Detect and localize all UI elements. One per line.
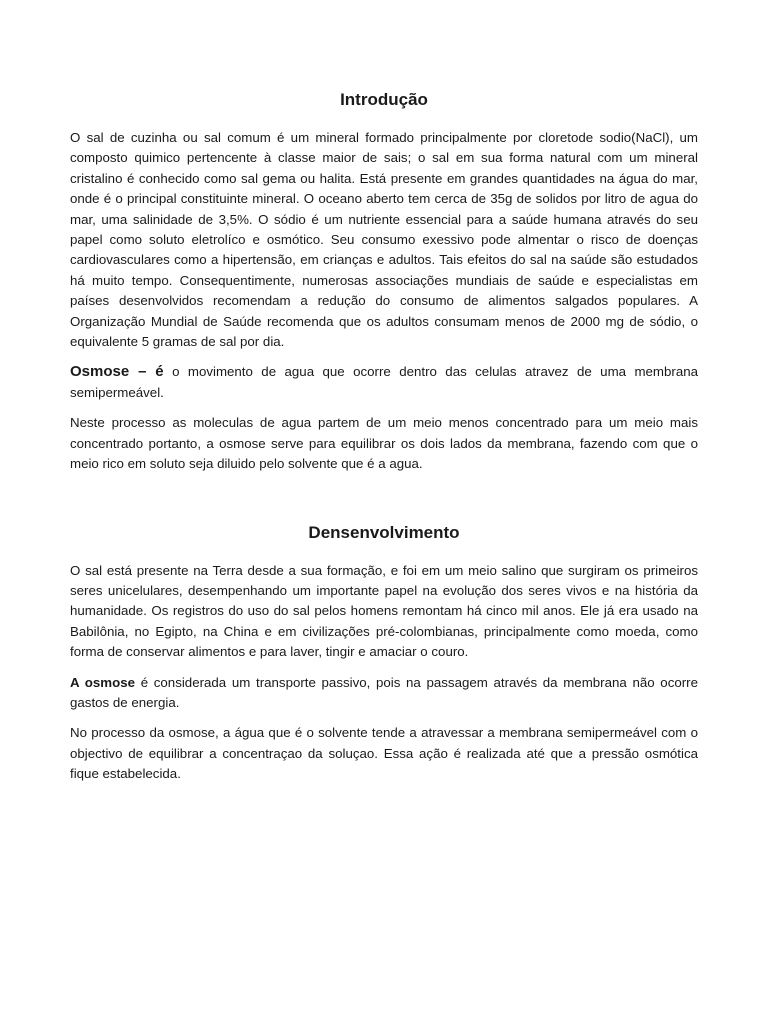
term-osmose: Osmose – é bbox=[70, 363, 164, 381]
section-heading-desenvolvimento: Densenvolvimento bbox=[308, 522, 460, 542]
paragraph-osmose-process: Neste processo as moleculas de agua partem de um meio menos concentrado para um meio mais concentrado portanto, a osmose serve para equilibrar os dois lados da membrana, fazendo com que o meio rico em soluto seja diluido pelo solvente que é a agua. bbox=[70, 415, 698, 472]
paragraph-osmose-passive-text: é considerada um transporte passivo, pois na passagem através da membrana não ocorre gastos de energia. bbox=[70, 674, 698, 710]
section-heading-introducao: Introdução bbox=[340, 90, 428, 109]
document-page bbox=[70, 86, 698, 795]
paragraph-osmose-definition-text: o movimento de agua que ocorre dentro das celulas atravez de uma membrana semipermeável. bbox=[70, 364, 699, 400]
paragraph-osmose-definition bbox=[70, 362, 698, 403]
term-a-osmose: A osmose bbox=[70, 674, 136, 690]
paragraph-osmose-solvent: No processo da osmose, a água que é o solvente tende a atravessar a membrana semipermeável com o objectivo de equilibrar a concentraçao da soluçao. Essa ação é realizada até que a pressão osmótica fique estabelecida. bbox=[70, 725, 698, 782]
paragraph-sal-intro: O sal de cuzinha ou sal comum é um mineral formado principalmente por cloretode sodio(NaCl), um composto quimico pertencente à classe maior de sais; o sal em sua forma natural com um mineral cristalino é conhecido como sal gema ou halita. Está presente em grandes quantidades na água do mar, onde é o principal constituinte mineral. O oceano aberto tem cerca de 35g de solidos por litro de agua do mar, uma salinidade de 3,5%. O sódio é um nutriente essencial para a saúde humana através do seu papel como soluto eletrolíco e osmótico. Seu consumo exessivo pode almentar o risco de doenças cardiovasculares como a hipertensão, em crianças e adultos. Tais efeitos do sal na saúde são estudados há muito tempo. Consequentimente, numerosas associações mundiais de saúde e especialistas em países desenvolvidos recomendam a redução do consumo de alimentos salgados populares. A Organização Mundial de Saúde recomenda que os adultos consumam menos de 2000 mg de sódio, o equivalente 5 gramas de sal por dia. bbox=[70, 130, 698, 350]
paragraph-osmose-passive bbox=[70, 673, 698, 714]
paragraph-sal-history: O sal está presente na Terra desde a sua formação, e foi em um meio salino que surgiram os primeiros seres unicelulares, desempenhando um importante papel na evolução dos seres vivos e na história da humanidade. Os registros do uso do sal pelos homens remontam há cinco mil anos. Ele já era usado na Babilônia, no Egipto, na China e em civilizações pré-colombianas, principalmente como moeda, como forma de conservar alimentos e para laver, tingir e amaciar o couro. bbox=[70, 562, 698, 660]
section-spacer bbox=[70, 485, 698, 519]
